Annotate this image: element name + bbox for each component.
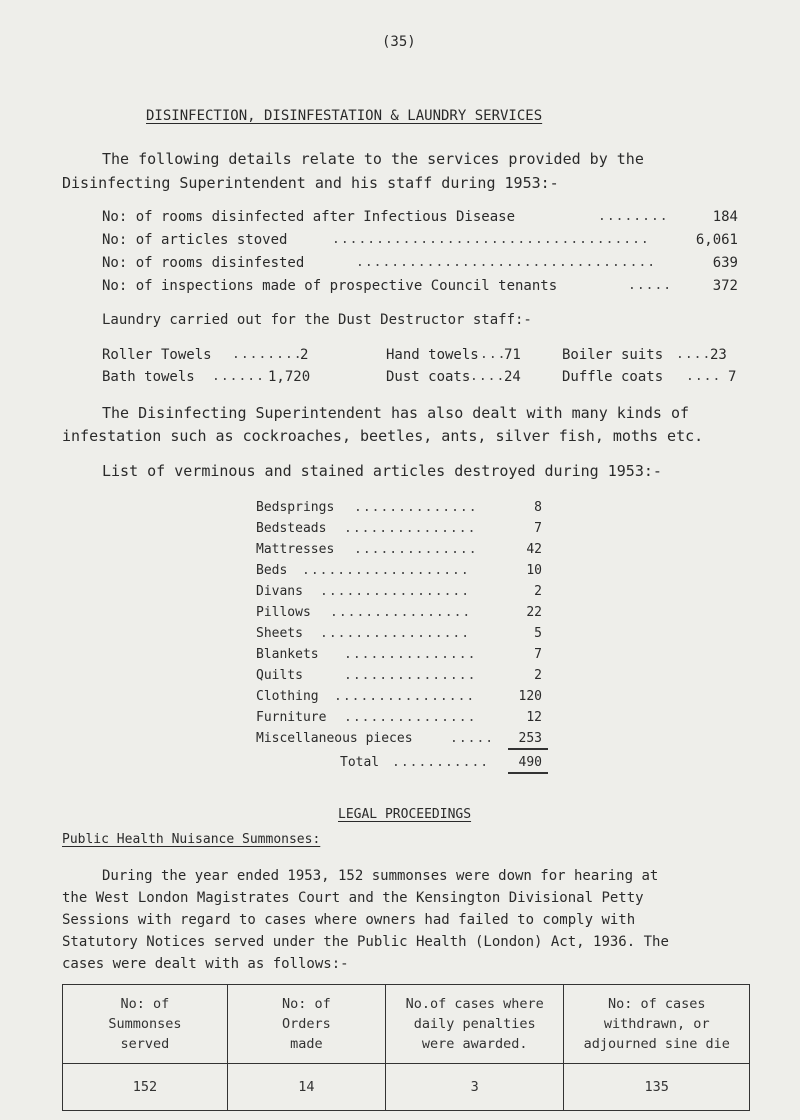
leader-dots: ........	[232, 347, 303, 362]
total-rule	[508, 772, 548, 774]
header-line: withdrawn, or	[603, 1016, 710, 1032]
page-number: (35)	[382, 34, 416, 50]
leader-dots: ...............	[344, 647, 477, 662]
leader-dots: ...........	[392, 755, 490, 770]
proceedings-table	[62, 984, 750, 1111]
destroyed-intro: List of verminous and stained articles destroyed during 1953:-	[102, 462, 662, 480]
leader-dots: ...................	[302, 563, 470, 578]
destroyed-label: Bedsteads	[256, 521, 327, 536]
leader-dots: ....	[676, 347, 712, 362]
laundry-value: 2	[300, 347, 309, 363]
destroyed-label: Blankets	[256, 647, 319, 662]
leader-dots: ...............	[344, 668, 477, 683]
destroyed-label: Miscellaneous pieces	[256, 731, 413, 746]
leader-dots: .................	[320, 626, 471, 641]
destroyed-value: 120	[518, 689, 542, 704]
laundry-value: 71	[504, 347, 521, 363]
destroyed-label: Furniture	[256, 710, 327, 725]
header-line: No.of cases where	[405, 996, 544, 1012]
stat-value: 6,061	[695, 232, 738, 248]
laundry-label: Roller Towels	[102, 347, 212, 363]
destroyed-label: Bedsprings	[256, 500, 335, 515]
stat-value: 184	[712, 209, 738, 225]
header-line: No: of cases	[607, 996, 706, 1012]
destroyed-label: Quilts	[256, 668, 303, 683]
leader-dots: ....	[470, 369, 506, 384]
leader-dots: ....	[686, 369, 722, 384]
destroyed-label: Beds	[256, 563, 288, 578]
laundry-label: Duffle coats	[562, 369, 664, 385]
leader-dots: .....	[628, 278, 673, 293]
header-line: Summonses	[108, 1016, 182, 1032]
header-line: adjourned sine die	[583, 1036, 730, 1052]
table-header-cell	[227, 985, 385, 1064]
leader-dots: ................	[330, 605, 472, 620]
subtotal-rule	[508, 748, 548, 750]
header-line: daily penalties	[413, 1016, 536, 1032]
header-line: No: of	[120, 996, 170, 1012]
destroyed-value: 2	[534, 668, 542, 683]
laundry-label: Hand towels	[386, 347, 479, 363]
table-header-row	[63, 985, 750, 1064]
legal-line-5: cases were dealt with as follows:-	[62, 956, 349, 972]
laundry-value: 1,720	[268, 369, 311, 385]
table-header-cell	[63, 985, 228, 1064]
legal-line-2: the West London Magistrates Court and the Kensington Divisional Petty	[62, 890, 644, 906]
legal-heading: LEGAL PROCEEDINGS	[338, 807, 472, 822]
stat-label: No: of rooms disinfected after Infectious Disease	[102, 209, 516, 225]
destroyed-value: 42	[526, 542, 542, 557]
leader-dots: ...............	[344, 521, 477, 536]
header-line: made	[290, 1036, 323, 1052]
laundry-value: 7	[728, 369, 737, 385]
table-header-cell	[385, 985, 564, 1064]
laundry-intro: Laundry carried out for the Dust Destructor staff:-	[102, 312, 532, 328]
intro-line-2: Disinfecting Superintendent and his staff during 1953:-	[62, 174, 559, 192]
leader-dots: ..............	[354, 500, 478, 515]
destroyed-value: 10	[526, 563, 542, 578]
laundry-value: 23	[710, 347, 727, 363]
destroyed-value: 12	[526, 710, 542, 725]
legal-line-1: During the year ended 1953, 152 summonses were down for hearing at	[102, 868, 659, 884]
destroyed-value: 253	[518, 731, 542, 746]
leader-dots: .....	[450, 731, 495, 746]
header-line: Orders	[281, 1016, 331, 1032]
legal-line-4: Statutory Notices served under the Public Health (London) Act, 1936. The	[62, 934, 669, 950]
laundry-label: Boiler suits	[562, 347, 664, 363]
header-line: No: of	[281, 996, 331, 1012]
destroyed-value: 5	[534, 626, 542, 641]
destroyed-value: 7	[534, 521, 542, 536]
leader-dots: ....................................	[332, 232, 650, 247]
table-cell: 3	[385, 1064, 564, 1111]
leader-dots: ........	[598, 209, 669, 224]
destroyed-value: 22	[526, 605, 542, 620]
section-heading: DISINFECTION, DISINFESTATION & LAUNDRY SERVICES	[146, 108, 543, 124]
laundry-label: Dust coats	[386, 369, 471, 385]
stat-value: 639	[712, 255, 738, 271]
total-label: Total	[340, 755, 380, 770]
destroyed-label: Divans	[256, 584, 303, 599]
stat-label: No: of inspections made of prospective Council tenants	[102, 278, 558, 294]
table-header-cell	[564, 985, 750, 1064]
stat-value: 372	[712, 278, 738, 294]
leader-dots: ................	[334, 689, 476, 704]
legal-line-3: Sessions with regard to cases where owners had failed to comply with	[62, 912, 636, 928]
destroyed-value: 2	[534, 584, 542, 599]
leader-dots: ...............	[344, 710, 477, 725]
destroyed-value: 8	[534, 500, 542, 515]
stat-label: No: of articles stoved	[102, 232, 288, 248]
infestation-line-1: The Disinfecting Superintendent has also dealt with many kinds of	[102, 404, 689, 422]
intro-line-1: The following details relate to the services provided by the	[102, 150, 644, 168]
header-line: were awarded.	[421, 1036, 528, 1052]
stat-label: No: of rooms disinfested	[102, 255, 305, 271]
table-cell: 14	[227, 1064, 385, 1111]
destroyed-label: Pillows	[256, 605, 311, 620]
legal-subheading: Public Health Nuisance Summonses:	[62, 832, 321, 847]
table-cell: 135	[564, 1064, 750, 1111]
destroyed-label: Mattresses	[256, 542, 335, 557]
leader-dots: ...	[480, 347, 507, 362]
leader-dots: ......	[212, 369, 265, 384]
leader-dots: .................	[320, 584, 471, 599]
table-row	[63, 1064, 750, 1111]
destroyed-value: 7	[534, 647, 542, 662]
destroyed-label: Sheets	[256, 626, 303, 641]
laundry-label: Bath towels	[102, 369, 195, 385]
header-line: served	[120, 1036, 170, 1052]
leader-dots: ..............	[354, 542, 478, 557]
infestation-line-2: infestation such as cockroaches, beetles, ants, silver fish, moths etc.	[62, 427, 704, 445]
laundry-value: 24	[504, 369, 521, 385]
leader-dots: ..................................	[356, 255, 657, 270]
table-cell: 152	[63, 1064, 228, 1111]
total-value: 490	[518, 755, 542, 770]
destroyed-label: Clothing	[256, 689, 319, 704]
